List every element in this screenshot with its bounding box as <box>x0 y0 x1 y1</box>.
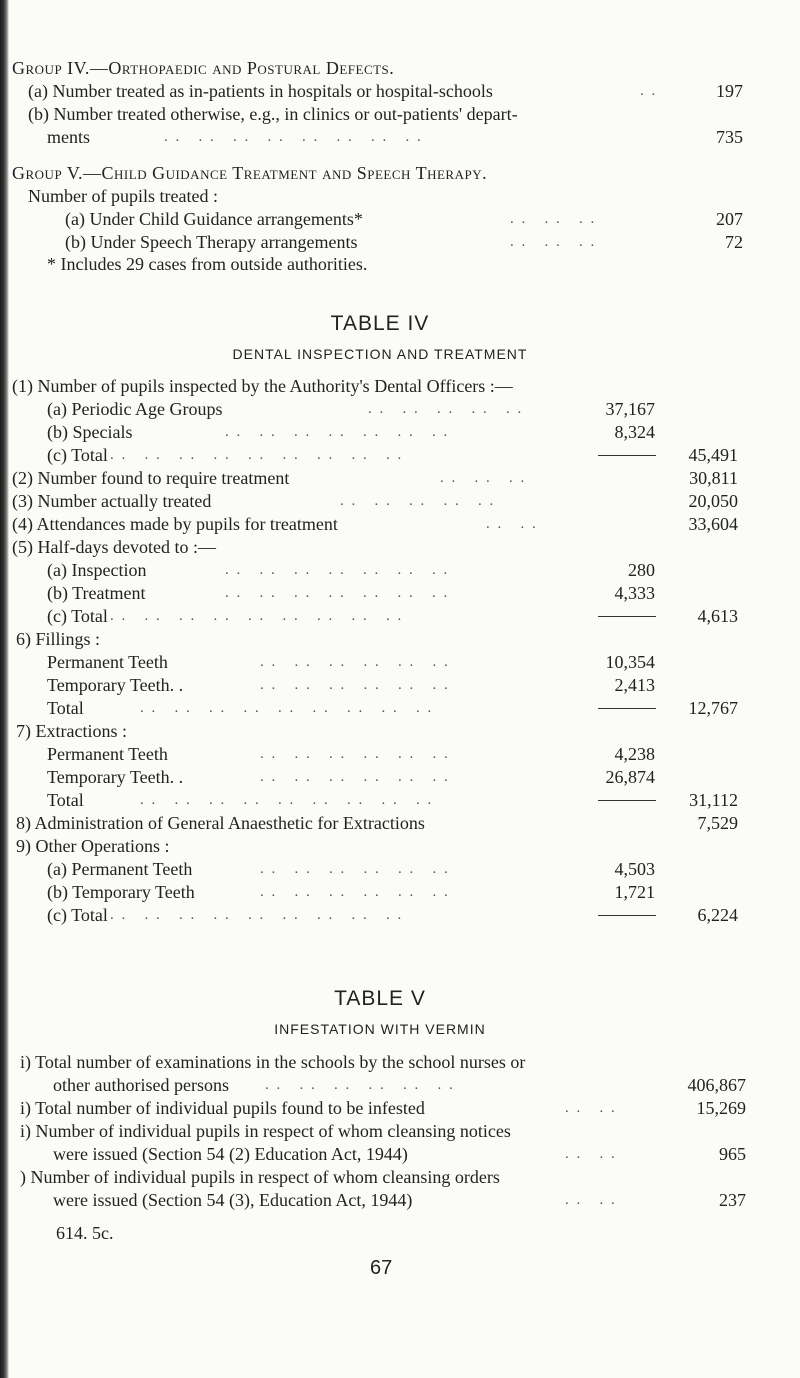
group5-a-label: (a) Under Child Guidance arrangements* <box>65 209 363 229</box>
table5-r1-value: 406,867 <box>687 1075 746 1095</box>
table5-r3-label-2: were issued (Section 54 (2) Education Act, 1944) <box>53 1144 408 1164</box>
table4-r5b-value: 4,333 <box>614 583 655 603</box>
group5-row-a: (a) Under Child Guidance arrangements* . . . . . . 207 <box>0 206 800 232</box>
table4-r6-label: 6) Fillings : <box>16 629 101 649</box>
table4-r9-label: 9) Other Operations : <box>16 836 170 856</box>
group5-intro: Number of pupils treated : <box>28 186 218 206</box>
group5-heading: Group V.—Child Guidance Treatment and Speech Therapy. <box>12 163 488 183</box>
table4-r3-value: 20,050 <box>688 491 738 511</box>
table4-r5c-subtotal-rule <box>598 616 656 617</box>
table4-r7c-label: Total <box>47 790 84 810</box>
table4-r6b-value: 2,413 <box>614 675 655 695</box>
table4-r6a-value: 10,354 <box>605 652 655 672</box>
group4-a-value: 197 <box>716 81 743 101</box>
table4-r5b-label: (b) Treatment <box>47 583 146 603</box>
group4-b-label-1: (b) Number treated otherwise, e.g., in clinics or out-patients' depart- <box>28 104 518 124</box>
table4-r1b-value: 8,324 <box>614 422 655 442</box>
table4-r9c-label: (c) Total <box>47 905 108 925</box>
table4-r6c-subtotal-rule <box>598 708 656 709</box>
table4-r5c-label: (c) Total <box>47 606 108 626</box>
table4-r1a-value: 37,167 <box>605 399 655 419</box>
table4-r8-value: 7,529 <box>697 813 738 833</box>
table5-r1-label-2: other authorised persons <box>53 1075 229 1095</box>
table5-r2-value: 15,269 <box>696 1098 746 1118</box>
group4-heading: Group IV.—Orthopaedic and Postural Defects. <box>12 58 395 78</box>
table4-r5c-value: 4,613 <box>697 606 738 626</box>
table5-row-3-2: were issued (Section 54 (2) Education Act, 1944) . . . . 965 <box>0 1141 800 1167</box>
table4-r6c-label: Total <box>47 698 84 718</box>
table4-r7c-subtotal-rule <box>598 800 656 801</box>
table4-subtitle: DENTAL INSPECTION AND TREATMENT <box>232 346 528 362</box>
table5-row-1-2: other authorised persons . . . . . . . . . . . . 406,867 <box>0 1072 800 1098</box>
table5-r4-value: 237 <box>719 1190 746 1210</box>
table4-r5a-label: (a) Inspection <box>47 560 147 580</box>
table4-r4-label: (4) Attendances made by pupils for treatment <box>12 514 338 534</box>
table4-row-9b: (b) Temporary Teeth . . . . . . . . . . . . 1,721 <box>0 879 800 905</box>
group5-footnote: * Includes 29 cases from outside authorities. <box>47 254 368 274</box>
group4-b-label-2: ments <box>47 127 90 147</box>
table4-row-9a: (a) Permanent Teeth . . . . . . . . . . . . 4,503 <box>0 856 800 882</box>
table4-r6b-label: Temporary Teeth. . <box>47 675 184 695</box>
table5-r4-label-1: ) Number of individual pupils in respect of whom cleansing orders <box>20 1167 500 1187</box>
table4-r9c-value: 6,224 <box>697 905 738 925</box>
group5-footnote-line <box>0 251 800 277</box>
table4-r5a-value: 280 <box>628 560 655 580</box>
group4-row-b-2: ments . . . . . . . . . . . . . . . . 735 <box>0 124 800 150</box>
table4-r1b-label: (b) Specials <box>47 422 133 442</box>
table5-r2-label: i) Total number of individual pupils found to be infested <box>20 1098 425 1118</box>
table4-r1a-label: (a) Periodic Age Groups <box>47 399 223 419</box>
table5-r3-value: 965 <box>719 1144 746 1164</box>
table4-r2-label: (2) Number found to require treatment <box>12 468 290 488</box>
table4-row-1c: (c) Total . . . . . . . . . . . . . . . . . . 45,491 <box>0 442 800 468</box>
page-number: 67 <box>370 1257 393 1279</box>
table4-row-4: (4) Attendances made by pupils for treatment . . . . 33,604 <box>0 511 800 537</box>
group5-b-label: (b) Under Speech Therapy arrangements <box>65 232 358 252</box>
group4-a-label: (a) Number treated as in-patients in hospitals or hospital-schools <box>28 81 493 101</box>
table4-r7b-value: 26,874 <box>605 767 655 787</box>
table4-r7b-label: Temporary Teeth. . <box>47 767 184 787</box>
table4-r7-label: 7) Extractions : <box>16 721 127 741</box>
table5-title: TABLE V <box>334 987 426 1010</box>
table5-r4-label-2: were issued (Section 54 (3), Education Act, 1944) <box>53 1190 413 1210</box>
table4-row-5a: (a) Inspection . . . . . . . . . . . . . . 280 <box>0 557 800 583</box>
table4-row-6a: Permanent Teeth . . . . . . . . . . . . 10,354 <box>0 649 800 675</box>
table4-row-2: (2) Number found to require treatment . . . . . . 30,811 <box>0 465 800 491</box>
table4-r9c-subtotal-rule <box>598 915 656 916</box>
table4-r1c-value: 45,491 <box>688 445 738 465</box>
table4-r9a-label: (a) Permanent Teeth <box>47 859 193 879</box>
table5-r1-label-1: i) Total number of examinations in the schools by the school nurses or <box>20 1052 526 1072</box>
table4-row-7c: Total . . . . . . . . . . . . . . . . . . 31,112 <box>0 787 800 813</box>
group4-b-value: 735 <box>716 127 743 147</box>
table4-row-7a: Permanent Teeth . . . . . . . . . . . . 4,238 <box>0 741 800 767</box>
table4-row-7b: Temporary Teeth. . . . . . . . . . . . . . 26,874 <box>0 764 800 790</box>
table4-r8-label: 8) Administration of General Anaesthetic for Extractions <box>16 813 425 833</box>
table4-r2-value: 30,811 <box>689 468 738 488</box>
table4-row-9c: (c) Total . . . . . . . . . . . . . . . . . . 6,224 <box>0 902 800 928</box>
table5-subtitle: INFESTATION WITH VERMIN <box>274 1021 486 1037</box>
print-code: 614. 5c. <box>56 1223 114 1243</box>
group5-row-b: (b) Under Speech Therapy arrangements . . . . . . 72 <box>0 229 800 255</box>
table4-r6c-value: 12,767 <box>688 698 738 718</box>
group5-b-value: 72 <box>725 232 743 252</box>
table4-r7a-label: Permanent Teeth <box>47 744 168 764</box>
group4-row-a: (a) Number treated as in-patients in hospitals or hospital-schools . . 197 <box>0 78 800 104</box>
table4-r9b-label: (b) Temporary Teeth <box>47 882 195 902</box>
table4-row-1a: (a) Periodic Age Groups . . . . . . . . . . 37,167 <box>0 396 800 422</box>
table4-r3-label: (3) Number actually treated <box>12 491 212 511</box>
table5-row-4-2: were issued (Section 54 (3), Education Act, 1944) . . . . 237 <box>0 1187 800 1213</box>
table5-r3-label-1: i) Number of individual pupils in respect of whom cleansing notices <box>20 1121 511 1141</box>
table4-r7c-value: 31,112 <box>689 790 738 810</box>
table4-r9b-value: 1,721 <box>614 882 655 902</box>
table4-r7a-value: 4,238 <box>614 744 655 764</box>
table4-r5-label: (5) Half-days devoted to :— <box>12 537 216 557</box>
table4-r9a-value: 4,503 <box>614 859 655 879</box>
group5-a-value: 207 <box>716 209 743 229</box>
table4-r6a-label: Permanent Teeth <box>47 652 168 672</box>
table4-row-6b: Temporary Teeth. . . . . . . . . . . . . . 2,413 <box>0 672 800 698</box>
table4-row-3: (3) Number actually treated . . . . . . . . . . 20,050 <box>0 488 800 514</box>
table4-r1c-label: (c) Total <box>47 445 108 465</box>
table4-r4-value: 33,604 <box>688 514 738 534</box>
table4-row-5b: (b) Treatment . . . . . . . . . . . . . . 4,333 <box>0 580 800 606</box>
table4-row-6c: Total . . . . . . . . . . . . . . . . . . 12,767 <box>0 695 800 721</box>
table4-row-1b: (b) Specials . . . . . . . . . . . . . . 8,324 <box>0 419 800 445</box>
table4-title: TABLE IV <box>330 312 430 335</box>
table4-r1-label: (1) Number of pupils inspected by the Authority's Dental Officers :— <box>12 376 513 396</box>
table4-r1c-subtotal-rule <box>598 455 656 456</box>
table5-row-2: i) Total number of individual pupils found to be infested . . . . 15,269 <box>0 1095 800 1121</box>
table4-row-5c: (c) Total . . . . . . . . . . . . . . . . . . 4,613 <box>0 603 800 629</box>
